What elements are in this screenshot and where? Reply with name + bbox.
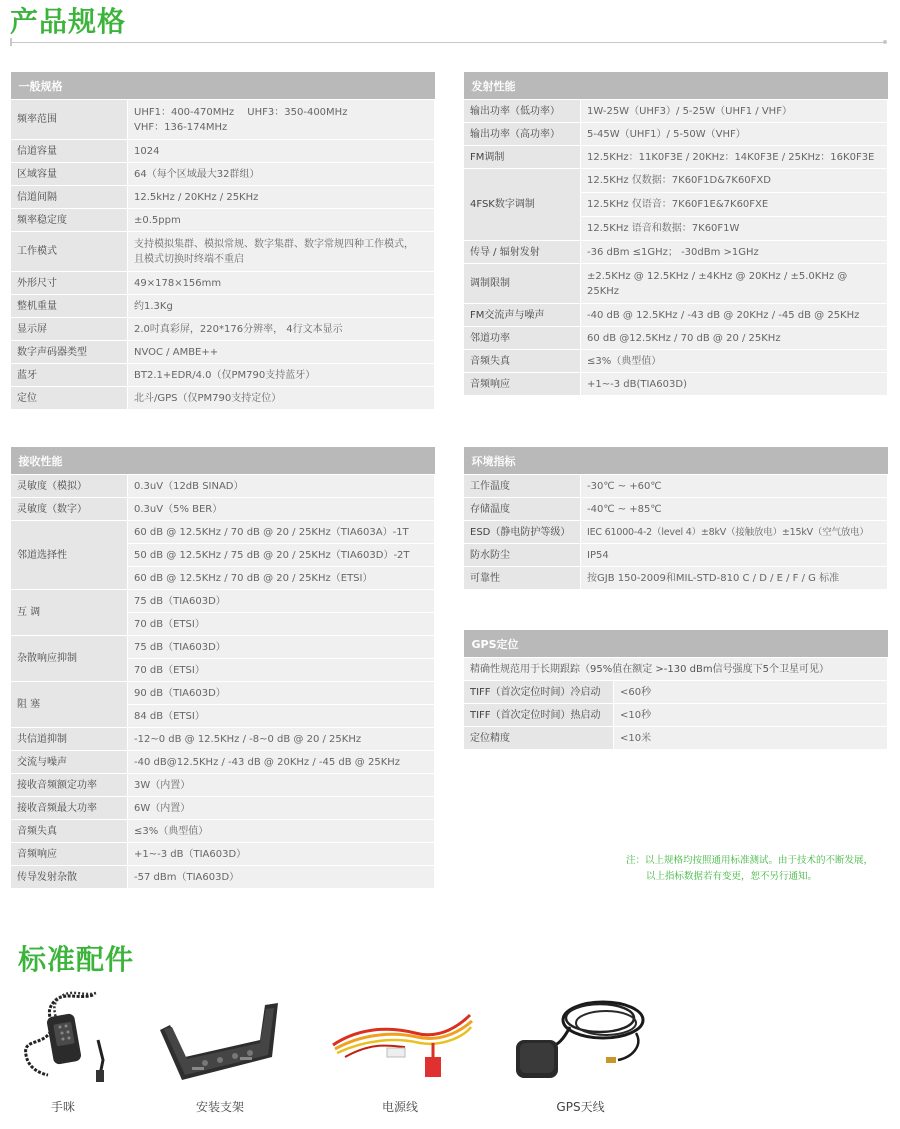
table-row xyxy=(464,727,888,750)
spec-label: 定位精度 xyxy=(464,727,614,750)
spec-label: FM交流声与噪声 xyxy=(464,304,581,327)
table-row xyxy=(464,567,888,590)
table-row xyxy=(464,373,888,396)
spec-label: 工作温度 xyxy=(464,475,581,498)
spec-value: 5-45W（UHF1）/ 5-50W（VHF） xyxy=(581,123,888,146)
spec-label: 接收音频最大功率 xyxy=(11,797,128,820)
spec-label: 防水防尘 xyxy=(464,544,581,567)
table-row xyxy=(11,728,435,751)
table-row xyxy=(11,843,435,866)
transmit-spec-title: 发射性能 xyxy=(464,72,888,100)
accessory-item xyxy=(8,985,118,1115)
spec-label: 灵敏度（数字） xyxy=(11,498,128,521)
spec-label: 频率稳定度 xyxy=(11,209,128,232)
mounting-bracket-icon xyxy=(150,985,290,1090)
spec-value: 北斗/GPS（仅PM790支持定位） xyxy=(128,387,435,410)
table-row xyxy=(11,590,435,613)
spec-label: 共信道抑制 xyxy=(11,728,128,751)
spec-label: 区域容量 xyxy=(11,163,128,186)
table-row xyxy=(464,169,888,193)
spec-value: +1~-3 dB(TIA603D) xyxy=(581,373,888,396)
spec-value: 0.3uV（12dB SINAD） xyxy=(128,475,435,498)
disclaimer-note: 注：以上规格均按照通用标准测试。由于技术的不断发展， 以上指标数据若有变更，恕不另行通知。 xyxy=(626,855,874,882)
accessory-item xyxy=(150,985,290,1115)
table-row xyxy=(11,751,435,774)
spec-label: 存储温度 xyxy=(464,498,581,521)
table-row xyxy=(11,521,435,544)
spec-label: 可靠性 xyxy=(464,567,581,590)
table-row xyxy=(464,123,888,146)
spec-label: 杂散响应抑制 xyxy=(11,636,128,682)
table-row xyxy=(11,498,435,521)
spec-value: -12~0 dB @ 12.5KHz / -8~0 dB @ 20 / 25KHz xyxy=(128,728,435,751)
table-row xyxy=(464,475,888,498)
spec-label: 音频响应 xyxy=(11,843,128,866)
spec-value: 75 dB（TIA603D） xyxy=(128,590,435,613)
accessories-heading: 标准配件 xyxy=(18,943,135,976)
spec-value: <10米 xyxy=(614,727,888,750)
spec-value: -57 dBm（TIA603D） xyxy=(128,866,435,889)
table-row xyxy=(11,866,435,889)
spec-value: -40 dB @ 12.5KHz / -43 dB @ 20KHz / -45 dB @ 25KHz xyxy=(581,304,888,327)
table-row xyxy=(464,146,888,169)
spec-value: 12.5KHz 语音和数据：7K60F1W xyxy=(581,217,888,241)
spec-label: 频率范围 xyxy=(11,100,128,140)
spec-value: 0.3uV（5% BER） xyxy=(128,498,435,521)
spec-value: 6W（内置） xyxy=(128,797,435,820)
table-row xyxy=(464,704,888,727)
receive-spec-table xyxy=(10,447,435,889)
spec-value: ≤3%（典型值） xyxy=(128,820,435,843)
power-cable-icon xyxy=(325,985,475,1090)
table-row xyxy=(11,341,435,364)
spec-value: IEC 61000-4-2（level 4）±8kV（接触放电）±15kV（空气放电） xyxy=(581,521,888,544)
table-row xyxy=(11,295,435,318)
table-row xyxy=(11,475,435,498)
environment-spec-title: 环境指标 xyxy=(464,447,888,475)
spec-value: 64（每个区域最大32群组） xyxy=(128,163,435,186)
table-row xyxy=(11,209,435,232)
accessory-label: GPS天线 xyxy=(556,1100,605,1114)
spec-value: ±2.5KHz @ 12.5KHz / ±4KHz @ 20KHz / ±5.0KHz @ 25KHz xyxy=(581,264,888,304)
receive-spec-title: 接收性能 xyxy=(11,447,435,475)
table-row xyxy=(11,100,435,140)
spec-label: 互 调 xyxy=(11,590,128,636)
table-row xyxy=(11,636,435,659)
accessory-label: 手咪 xyxy=(50,1100,75,1114)
spec-value: 约1.3Kg xyxy=(128,295,435,318)
spec-label: 信道容量 xyxy=(11,140,128,163)
heading-divider xyxy=(10,42,886,43)
spec-value: <60秒 xyxy=(614,681,888,704)
spec-label: 输出功率（低功率） xyxy=(464,100,581,123)
spec-label: 阻 塞 xyxy=(11,682,128,728)
table-row xyxy=(11,774,435,797)
general-spec-title: 一般规格 xyxy=(11,72,435,100)
spec-value: UHF1：400-470MHz UHF3：350-400MHz VHF：136-174MHz xyxy=(128,100,435,140)
spec-value: +1~-3 dB（TIA603D） xyxy=(128,843,435,866)
table-row xyxy=(464,100,888,123)
table-row xyxy=(11,364,435,387)
spec-label: 蓝牙 xyxy=(11,364,128,387)
spec-label: 邻道功率 xyxy=(464,327,581,350)
spec-label: 信道间隔 xyxy=(11,186,128,209)
spec-label: 传导发射杂散 xyxy=(11,866,128,889)
spec-value: 2.0吋真彩屏，220*176分辨率， 4行文本显示 xyxy=(128,318,435,341)
spec-label: 外形尺寸 xyxy=(11,272,128,295)
spec-label: 整机重量 xyxy=(11,295,128,318)
spec-value: 49×178×156mm xyxy=(128,272,435,295)
table-row xyxy=(11,682,435,705)
spec-value: 1024 xyxy=(128,140,435,163)
spec-value: 支持模拟集群、模拟常规、数字集群、数字常规四种工作模式， 且模式切换时终端不重启 xyxy=(128,232,435,272)
table-row xyxy=(464,350,888,373)
spec-value: ±0.5ppm xyxy=(128,209,435,232)
spec-label: 工作模式 xyxy=(11,232,128,272)
spec-value: -40℃ ~ +85℃ xyxy=(581,498,888,521)
table-row xyxy=(464,241,888,264)
spec-value: BT2.1+EDR/4.0（仅PM790支持蓝牙） xyxy=(128,364,435,387)
spec-value: -30℃ ~ +60℃ xyxy=(581,475,888,498)
spec-value: IP54 xyxy=(581,544,888,567)
accessory-item xyxy=(508,985,653,1115)
spec-value: 90 dB（TIA603D） xyxy=(128,682,435,705)
spec-label: TIFF（首次定位时间）冷启动 xyxy=(464,681,614,704)
table-row xyxy=(11,797,435,820)
spec-value: 84 dB（ETSI） xyxy=(128,705,435,728)
spec-label: 音频失真 xyxy=(464,350,581,373)
spec-label: 数字声码器类型 xyxy=(11,341,128,364)
spec-label: 接收音频额定功率 xyxy=(11,774,128,797)
spec-value: 60 dB @ 12.5KHz / 70 dB @ 20 / 25KHz（ETSI） xyxy=(128,567,435,590)
spec-value: 3W（内置） xyxy=(128,774,435,797)
table-row xyxy=(464,521,888,544)
table-row xyxy=(11,387,435,410)
spec-value: 60 dB @ 12.5KHz / 70 dB @ 20 / 25KHz（TIA603A）-1T xyxy=(128,521,435,544)
spec-label: 传导 / 辐射发射 xyxy=(464,241,581,264)
table-row xyxy=(464,498,888,521)
spec-heading: 产品规格 xyxy=(10,5,127,38)
accessory-item xyxy=(325,985,475,1115)
spec-value: 70 dB（ETSI） xyxy=(128,613,435,636)
spec-value: 50 dB @ 12.5KHz / 75 dB @ 20 / 25KHz（TIA603D）-2T xyxy=(128,544,435,567)
spec-label: ESD（静电防护等级） xyxy=(464,521,581,544)
spec-value: -40 dB@12.5KHz / -43 dB @ 20KHz / -45 dB @ 25KHz xyxy=(128,751,435,774)
table-row xyxy=(11,186,435,209)
spec-value: <10秒 xyxy=(614,704,888,727)
table-row xyxy=(464,264,888,304)
spec-value: 12.5kHz / 20KHz / 25KHz xyxy=(128,186,435,209)
transmit-spec-table xyxy=(463,72,888,396)
table-row xyxy=(464,544,888,567)
environment-spec-table xyxy=(463,447,888,590)
spec-label: 调制限制 xyxy=(464,264,581,304)
gps-intro: 精确性规范用于长期跟踪（95%值在额定 >-130 dBm信号强度下5个卫星可见） xyxy=(464,658,888,681)
general-spec-table xyxy=(10,72,435,410)
spec-value: 按GJB 150-2009和MIL-STD-810 C / D / E / F / G 标准 xyxy=(581,567,888,590)
handheld-microphone-icon xyxy=(8,985,118,1090)
spec-label: 交流与噪声 xyxy=(11,751,128,774)
gps-spec-title: GPS定位 xyxy=(464,630,888,658)
spec-label: 显示屏 xyxy=(11,318,128,341)
spec-value: 60 dB @12.5KHz / 70 dB @ 20 / 25KHz xyxy=(581,327,888,350)
table-row xyxy=(11,318,435,341)
table-row xyxy=(464,681,888,704)
spec-value: 70 dB（ETSI） xyxy=(128,659,435,682)
accessory-label: 电源线 xyxy=(381,1100,418,1114)
spec-label: 灵敏度（模拟） xyxy=(11,475,128,498)
spec-label: 定位 xyxy=(11,387,128,410)
table-row xyxy=(11,820,435,843)
table-row xyxy=(11,163,435,186)
spec-label: 4FSK数字调制 xyxy=(464,169,581,241)
spec-value: ≤3%（典型值） xyxy=(581,350,888,373)
spec-value: 12.5KHz 仅数据：7K60F1D&7K60FXD xyxy=(581,169,888,193)
spec-label: TIFF（首次定位时间）热启动 xyxy=(464,704,614,727)
table-row xyxy=(11,232,435,272)
spec-value: NVOC / AMBE++ xyxy=(128,341,435,364)
table-row xyxy=(464,658,888,681)
spec-label: 输出功率（高功率） xyxy=(464,123,581,146)
spec-value: 12.5KHz：11K0F3E / 20KHz：14K0F3E / 25KHz：16K0F3E xyxy=(581,146,888,169)
table-row xyxy=(11,272,435,295)
spec-value: 75 dB（TIA603D） xyxy=(128,636,435,659)
accessory-label: 安装支架 xyxy=(195,1100,244,1114)
gps-spec-table xyxy=(463,630,888,750)
spec-label: 邻道选择性 xyxy=(11,521,128,590)
spec-label: 音频响应 xyxy=(464,373,581,396)
heading-divider-dot xyxy=(883,40,887,44)
spec-value: 1W-25W（UHF3）/ 5-25W（UHF1 / VHF） xyxy=(581,100,888,123)
table-row xyxy=(464,327,888,350)
spec-label: 音频失真 xyxy=(11,820,128,843)
table-row xyxy=(464,304,888,327)
gps-antenna-icon xyxy=(508,985,653,1090)
spec-value: -36 dBm ≤1GHz； -30dBm >1GHz xyxy=(581,241,888,264)
table-row xyxy=(11,140,435,163)
spec-label: FM调制 xyxy=(464,146,581,169)
spec-value: 12.5KHz 仅语音：7K60F1E&7K60FXE xyxy=(581,193,888,217)
